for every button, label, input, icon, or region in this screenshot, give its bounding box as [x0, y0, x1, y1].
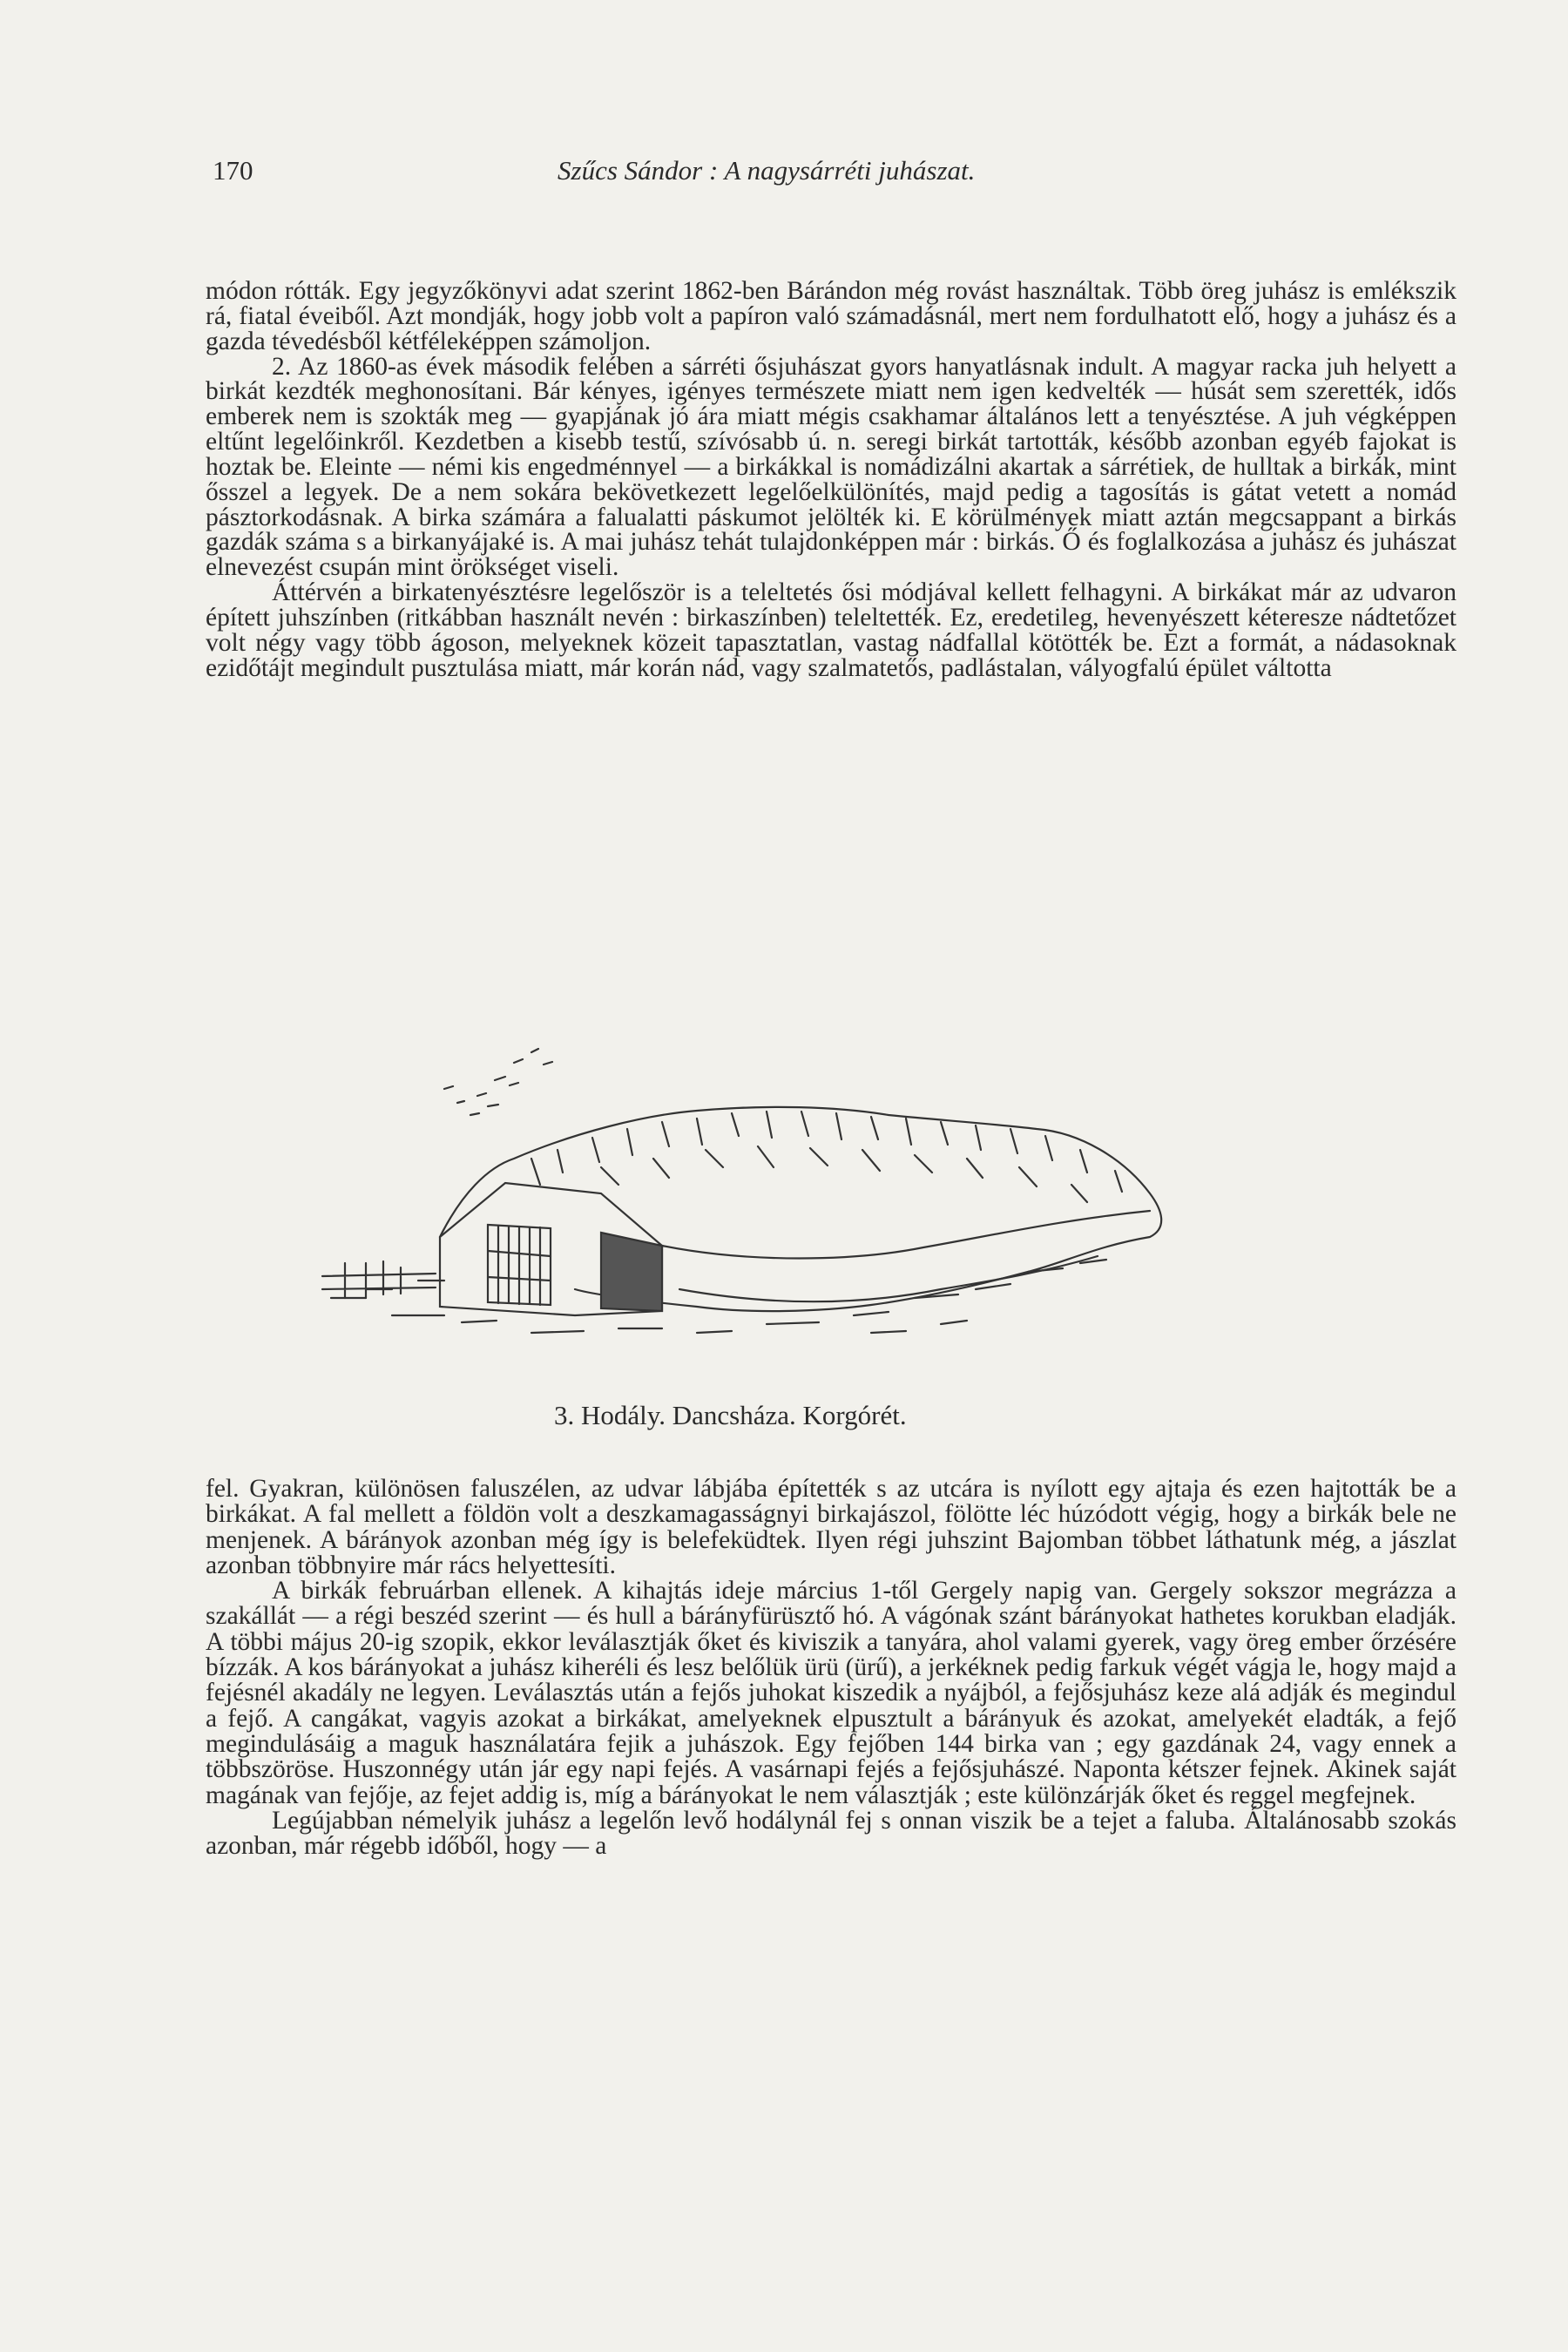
hodaly-sketch — [314, 1028, 1298, 1394]
running-head: Szűcs Sándor : A nagysárréti juhászat. — [558, 155, 976, 186]
page-number: 170 — [213, 155, 253, 186]
paragraph: módon rótták. Egy jegyzőkönyvi adat szerint 1862-ben Bárándon még rovást használtak. Több öreg juhász is emlékszik rá, fiatal éveiből. Azt mondják, hogy jobb volt a papíron való számadásnál, mert nem fordulhatott elő, hogy a juhász és a gazda tévedésből kétféleképpen számoljon. — [206, 277, 1456, 355]
top-text-block — [206, 279, 1456, 681]
paragraph: 2. Az 1860-as évek második felében a sárréti ősjuhászat gyors hanyatlásnak indult. A magyar racka juh helyett a birkát kezdték meghonosítani. Bár kényes, igényes természete miatt nem igen kedvelték — húsát sem szerették, idős emberek nem is szokták meg — gyapjának jó ára miatt mégis csakhamar általános lett a tenyésztése. A juh végképpen eltűnt legelőinkről. Kezdetben a kisebb testű, szívósabb ú. n. seregi birkát tartották, később azonban egyéb fajokat is hoztak be. Eleinte — némi kis engedménnyel — a birkákkal is nomádizálni akartak a sárrétiek, de hulltak a birkák, mint ősszel a legyek. De a nem sokára bekövetkezett legelőelkülönítés, majd pedig a tagosítás is gátat vetett a nomád pásztorkodásnak. A birka számára a falualatti páskumot jelölték ki. E körülmények miatt aztán megcsappant a birkás gazdák száma s a birkanyájaké is. A mai juhász tehát tulajdonképpen már : birkás. Ő és foglalkozása a juhász és juhászat elnevezést csupán mint örökséget viseli. — [206, 352, 1456, 582]
paragraph: A birkák februárban ellenek. A kihajtás ideje március 1-től Gergely napig van. Gergely sokszor megrázza a szakállát — a régi beszéd szerint — és hull a bárányfürüsztő hó. A vágónak szánt bárányokat hathetes korukban eladják. A többi május 20-ig szopik, ekkor leválasztják őket és kiviszik a tanyára, ahol valami gyerek, vagy öreg ember őrzésére bízzák. A kos bárányokat a juhász kiheréli és lesz belőlük ürü (ürű), a jerkéknek pedig farkuk végét vágja le, hogy majd a fejésnél akadály ne legyen. Leválasztás után a fejős juhokat kiszedik a nyájból, a fejősjuhász keze alá adják és megindul a fejő. A cangákat, vagyis azokat a birkákat, amelyeknek elpusztult a bárányuk és azokat, amelyekét eladták, a fejő megindulásáig a maguk használatára fejik a juhászok. Egy fejőben 144 birka van ; egy gazdának 24, vagy ennek a többszöröse. Huszonnégy után jár egy napi fejés. A vasárnapi fejés a fejősjuhászé. Naponta kétszer fejnek. Akinek saját magának van fejője, az fejet addig is, míg a bárányokat le nem választják ; este különzárják őket és reggel megfejnek. — [206, 1577, 1456, 1809]
figure-caption: 3. Hodály. Dancsháza. Korgórét. — [554, 1400, 907, 1430]
bottom-text-block — [206, 1477, 1456, 1859]
paragraph: Legújabban némelyik juhász a legelőn levő hodálynál fej s onnan viszik be a tejet a faluba. Általánosabb szokás azonban, már régebb időből, hogy — a — [206, 1806, 1456, 1861]
paragraph: fel. Gyakran, különösen faluszélen, az udvar lábjába építették s az utcára is nyílott egy ajtaja és ezen hajtották be a birkákat. A fal mellett a földön volt a deszkamagasságnyi birkajászol, fölötte léc húzódott végig, hogy a birkák bele ne menjenek. A bárányok azonban még így is belefeküdtek. Ilyen régi juhszint Bajomban többet láthatunk még, a jászlat azonban többnyire már rács helyettesíti. — [206, 1475, 1456, 1579]
paragraph: Áttérvén a birkatenyésztésre legelőször is a teleltetés ősi módjával kellett felhagyni. A birkákat már az udvaron épített juhszínben (ritkábban használt nevén : birkaszínben) teleltették. Ez, eredetileg, hevenyészett kéteresze nádtetőzet volt négy vagy több ágoson, melyeknek közeit tapasztatlan, vastag nádfallal kötötték be. Ezt a formát, a nádasoknak ezidőtájt megindult pusztulása miatt, már korán nád, vagy szalmatetős, padlástalan, vályogfalú épület váltotta — [206, 578, 1456, 682]
page-header — [213, 155, 1432, 199]
